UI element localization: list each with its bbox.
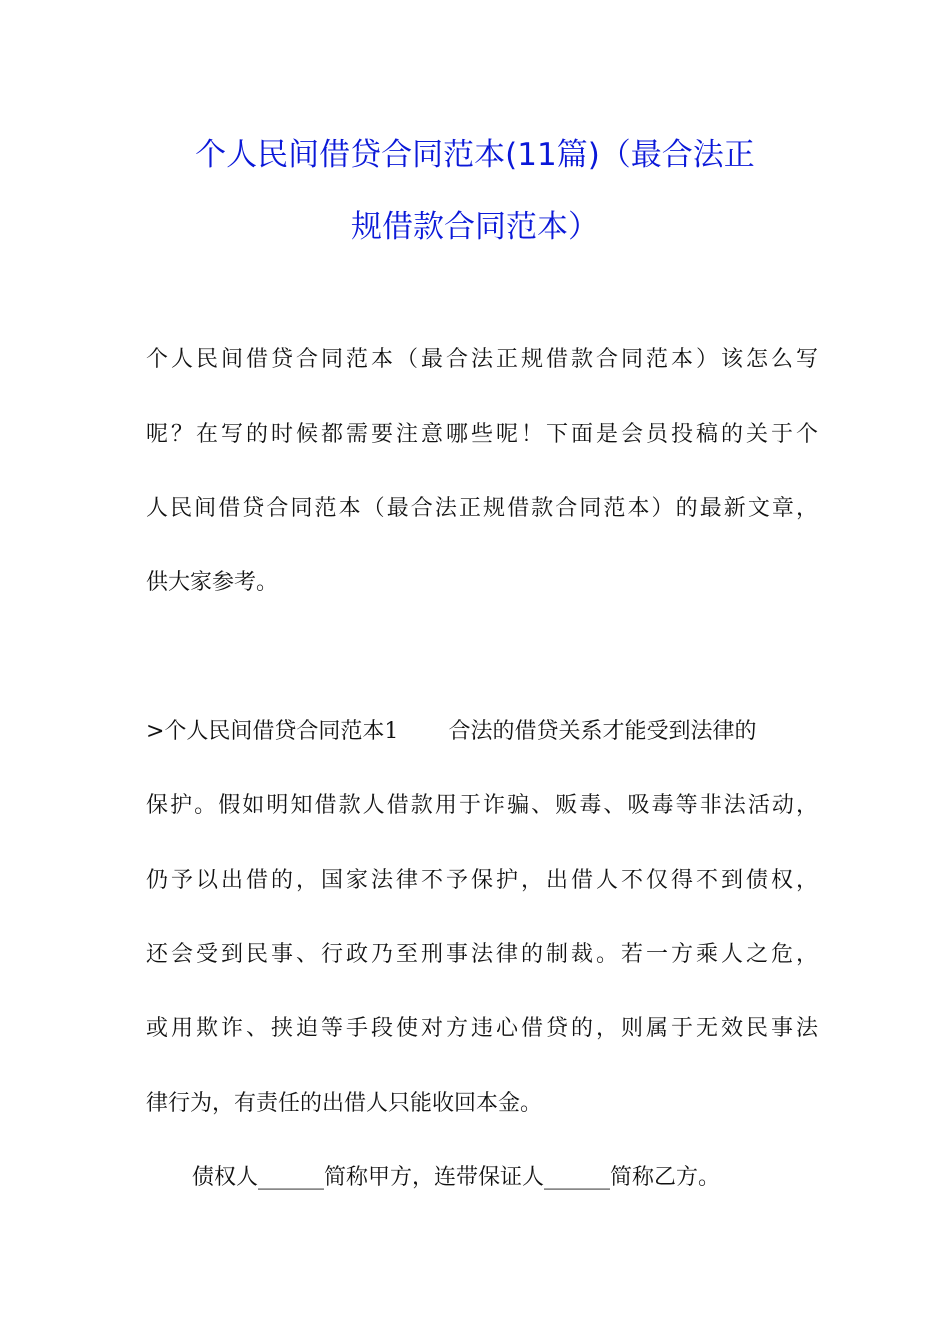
intro-line-3: 人民间借贷合同范本（最合法正规借款合同范本）的最新文章， — [146, 496, 818, 521]
intro-line-4: 供大家参考。 — [146, 570, 279, 595]
section-1-line-3: 仍予以出借的，国家法律不予保护，出借人不仅得不到债权， — [146, 868, 818, 893]
section-1-line-2: 保护。假如明知借款人借款用于诈骗、贩毒、吸毒等非法活动， — [146, 793, 818, 818]
intro-line-2: 呢？在写的时候都需要注意哪些呢！下面是会员投稿的关于个 — [146, 422, 818, 447]
section-1-heading: >个人民间借贷合同范本1 — [146, 719, 399, 744]
section-1-line-6: 律行为，有责任的出借人只能收回本金。 — [146, 1091, 543, 1116]
section-1-first-line-text: 合法的借贷关系才能受到法律的 — [448, 719, 757, 744]
parties-line: 债权人______简称甲方，连带保证人______简称乙方。 — [192, 1165, 721, 1190]
section-1-line-4: 还会受到民事、行政乃至刑事法律的制裁。若一方乘人之危， — [146, 942, 818, 967]
intro-line-1: 个人民间借贷合同范本（最合法正规借款合同范本）该怎么写 — [146, 347, 818, 372]
section-1-line-5: 或用欺诈、挟迫等手段使对方违心借贷的，则属于无效民事法 — [146, 1016, 818, 1041]
document-title-line-1: 个人民间借贷合同范本(11篇)（最合法正 — [195, 137, 755, 173]
document-title-line-2: 规借款合同范本） — [351, 209, 599, 245]
section-1-first-line — [146, 717, 756, 747]
